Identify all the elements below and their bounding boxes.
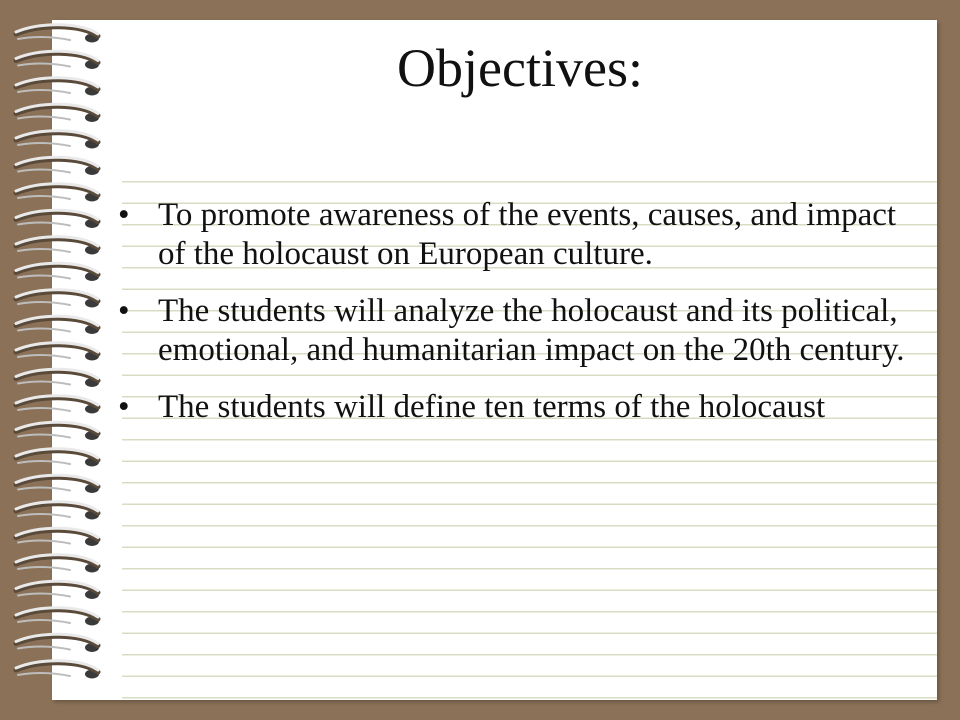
spiral-coil-icon bbox=[16, 343, 99, 361]
spiral-coil-icon bbox=[16, 210, 99, 228]
objective-item bbox=[118, 196, 918, 274]
spiral-coil-icon bbox=[16, 502, 99, 520]
spiral-coil-icon bbox=[16, 184, 99, 202]
spiral-coil-icon bbox=[16, 528, 99, 546]
spiral-coil-icon bbox=[16, 237, 99, 255]
objective-item bbox=[118, 292, 918, 370]
spiral-coil-icon bbox=[16, 634, 99, 652]
spiral-coil-icon bbox=[16, 290, 99, 308]
spiral-coil-icon bbox=[16, 475, 99, 493]
spiral-coil-icon bbox=[16, 555, 99, 573]
objective-text: The students will define ten terms of the holocaust bbox=[158, 389, 826, 425]
spiral-coil-icon bbox=[16, 608, 99, 626]
spiral-coil-icon bbox=[16, 581, 99, 599]
bullet-icon: • bbox=[118, 389, 130, 425]
spiral-coil-icon bbox=[16, 449, 99, 467]
spiral-coil-icon bbox=[16, 104, 99, 122]
spiral-coil-icon bbox=[16, 316, 99, 334]
objectives-list bbox=[118, 196, 918, 445]
slide-title: Objectives: bbox=[397, 38, 643, 98]
spiral-coil-icon bbox=[16, 369, 99, 387]
spiral-coil-icon bbox=[16, 131, 99, 149]
spiral-coil-icon bbox=[16, 661, 99, 679]
spiral-coil-icon bbox=[16, 396, 99, 414]
objective-item bbox=[118, 388, 918, 427]
bullet-icon: • bbox=[118, 197, 130, 233]
objective-text: The students will analyze the holocaust and its political, emotional, and humanitarian impact on the 20th century. bbox=[158, 293, 905, 368]
spiral-coil-icon bbox=[16, 422, 99, 440]
bullet-icon: • bbox=[118, 293, 130, 329]
spiral-coil-icon bbox=[16, 263, 99, 281]
spiral-coil-icon bbox=[16, 157, 99, 175]
objective-text: To promote awareness of the events, causes, and impact of the holocaust on European culture. bbox=[158, 197, 897, 272]
spiral-binding bbox=[0, 22, 110, 702]
